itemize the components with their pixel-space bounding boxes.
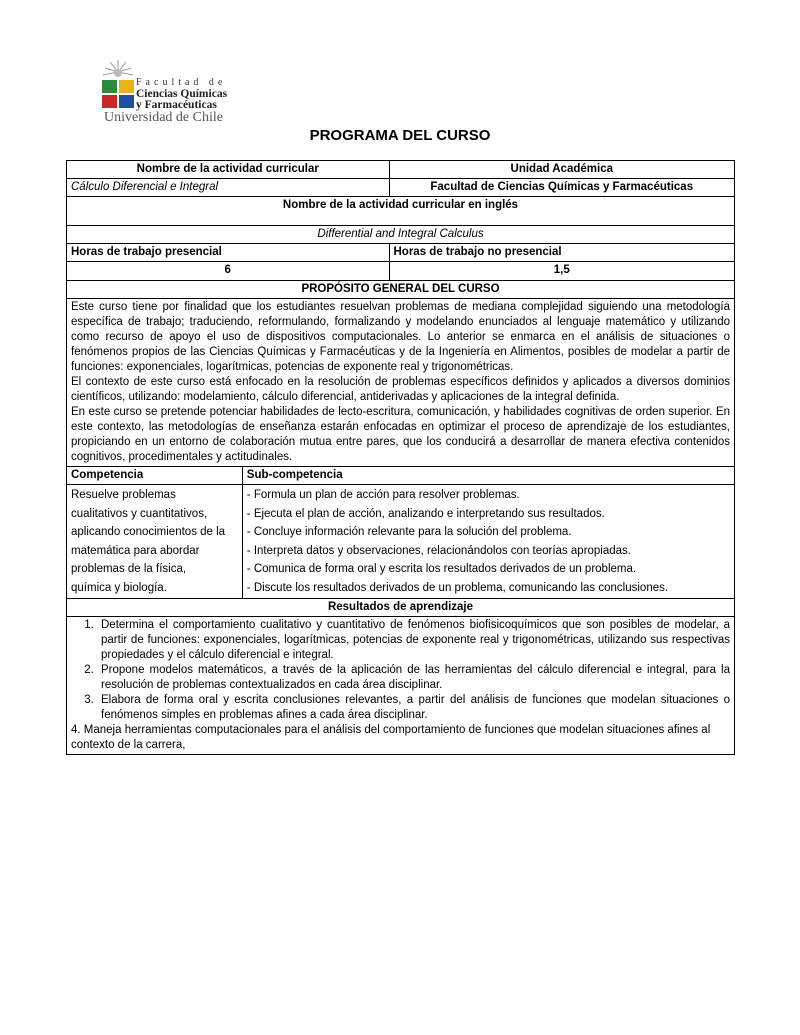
result-item: 2. Propone modelos matemáticos, a través de la aplicación de las herramientas del cálculo diferencial e integral, para la resolución de problemas contextualizados en cada área disciplinar. <box>97 663 730 693</box>
course-program-table <box>66 160 735 755</box>
result-item: 3. Elabora de forma oral y escrita conclusiones relevantes, a partir del análisis de funciones que modelan situaciones o fenómenos simples en problemas afines a cada área disciplinar. <box>97 693 730 723</box>
subcompetence-item: - Interpreta datos y observaciones, relacionándolos con teorías apropiadas. <box>246 544 631 557</box>
faculty-crest-icon <box>100 58 136 110</box>
nonpresential-hours-header: Horas de trabajo no presencial <box>389 244 735 262</box>
english-name-header: Nombre de la actividad curricular en inglés <box>67 197 735 226</box>
page-title: PROGRAMA DEL CURSO <box>309 127 491 144</box>
subcompetence-item: - Ejecuta el plan de acción, analizando e interpretando sus resultados. <box>246 507 605 520</box>
subcompetence-item: - Concluye información relevante para la solución del problema. <box>246 526 572 538</box>
unit-value: Facultad de Ciencias Químicas y Farmacéuticas <box>389 179 735 197</box>
activity-name-value: Cálculo Diferencial e Integral <box>67 179 390 197</box>
logo-name-line-2: y Farmacéuticas <box>136 98 217 111</box>
purpose-paragraph: Este curso tiene por finalidad que los estudiantes resuelvan problemas de mediana complejidad siguiendo una metodología específica de trabajo; traduciendo, reformulando, formalizando y modelando enunciados al lenguaje matemático y utilizando como recurso de apoyo el uso de dispositivos computacionales. Lo anterior se enmarca en el análisis de situaciones o fenómenos propios de las Ciencias Químicas y Farmacéuticas y de la Ingeniería en Alimentos, posibles de modelar a partir de funciones: exponenciales, logarítmicas, potencias de exponente real y trigonométricas. <box>71 301 730 373</box>
purpose-paragraph: El contexto de este curso está enfocado en la resolución de problemas específicos definidos y aplicados a diversos dominios científicos, utilizando: modelamiento, cálculo diferencial, antiderivadas y aplicaciones de la integral definida. <box>71 376 730 403</box>
competence-line: química y biología. <box>71 581 167 594</box>
subcompetence-item: - Comunica de forma oral y escrita los resultados derivados de un problema. <box>246 563 637 575</box>
nonpresential-hours-value: 1,5 <box>389 262 735 281</box>
result-item-4: 4. Maneja herramientas computacionales para el análisis del comportamiento de funciones que modelan situaciones afines al contexto de la carrera, <box>71 724 711 751</box>
activity-name-header: Nombre de la actividad curricular <box>67 161 390 179</box>
result-item: 1. Determina el comportamiento cualitativo y cuantitativo de fenómenos biofisicoquímicos que son posibles de modelar, a partir de funciones: exponenciales, logarítmicas, potencias de exponente real y trigonométricas, utilizando sus respectivas propiedades y el cálculo diferencial e integral. <box>97 618 730 663</box>
unit-header: Unidad Académica <box>389 161 735 179</box>
presential-hours-value: 6 <box>67 262 390 281</box>
competence-header: Competencia <box>67 467 243 485</box>
subcompetence-list <box>242 485 734 599</box>
subcompetence-item: - Discute los resultados derivados de un problema, comunicando las conclusiones. <box>246 581 669 594</box>
competence-line: matemática para abordar <box>71 544 200 557</box>
purpose-text <box>67 299 735 467</box>
logo-faculty-line: Facultad de <box>136 77 227 88</box>
subcompetence-item: - Formula un plan de acción para resolver problemas. <box>246 489 520 501</box>
competence-line: aplicando conocimientos de la <box>71 526 226 538</box>
logo-name-line-1: Ciencias Químicas <box>136 88 228 100</box>
purpose-header: PROPÓSITO GENERAL DEL CURSO <box>67 281 735 299</box>
purpose-paragraph: En este curso se pretende potenciar habilidades de lecto-escritura, comunicación, y habilidades cognitivas de orden superior. En este contexto, las metodologías de enseñanza estarán enfocadas en optimizar el proceso de aprendizaje de los estudiantes, propiciando en un entorno de colaboración mutua entre pares, que los conducirá a desarrollar de manera efectiva contenidos cognitivos, procedimentales y actitudinales. <box>71 406 730 463</box>
competence-line: problemas de la física, <box>71 563 187 575</box>
subcompetence-header: Sub-competencia <box>242 467 734 485</box>
competence-line: Resuelve problemas <box>71 489 176 501</box>
results-list <box>67 617 735 755</box>
results-header: Resultados de aprendizaje <box>67 599 735 617</box>
english-name-value: Differential and Integral Calculus <box>67 226 735 244</box>
faculty-logo <box>100 58 250 128</box>
competence-text <box>67 485 243 599</box>
logo-university: Universidad de Chile <box>104 110 223 125</box>
competence-line: cualitativos y cuantitativos, <box>71 507 208 520</box>
presential-hours-header: Horas de trabajo presencial <box>67 244 390 262</box>
